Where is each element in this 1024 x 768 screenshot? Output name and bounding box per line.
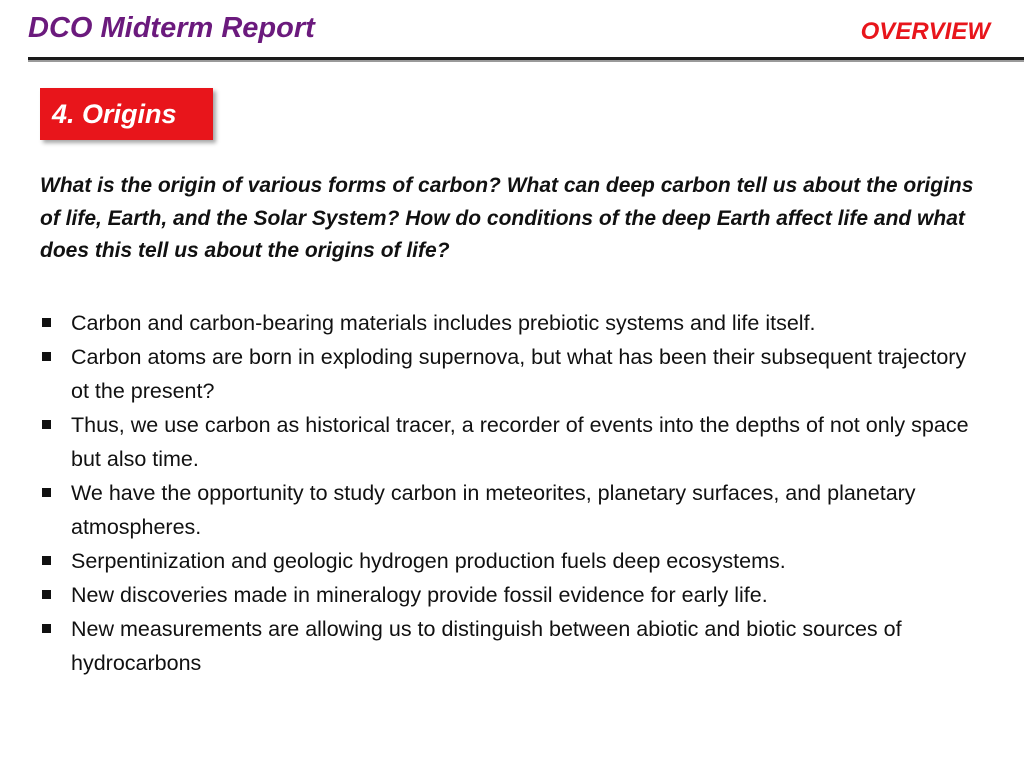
bullet-text: Thus, we use carbon as historical tracer, a recorder of events into the depths of not only space but also time. [71, 413, 969, 471]
square-bullet-icon [42, 420, 51, 429]
bullet-item [40, 476, 980, 544]
bullet-text: Serpentinization and geologic hydrogen production fuels deep ecosystems. [71, 549, 786, 573]
bullet-item [40, 544, 980, 578]
square-bullet-icon [42, 318, 51, 327]
bullet-item [40, 306, 980, 340]
square-bullet-icon [42, 488, 51, 497]
bullet-item [40, 340, 980, 408]
bullet-text: We have the opportunity to study carbon in meteorites, planetary surfaces, and planetary atmospheres. [71, 481, 916, 539]
square-bullet-icon [42, 352, 51, 361]
header-divider-shadow [28, 60, 1024, 62]
bullet-item [40, 578, 980, 612]
bullet-list [40, 306, 980, 680]
square-bullet-icon [42, 624, 51, 633]
bullet-text: Carbon atoms are born in exploding supernova, but what has been their subsequent trajectory ot the present? [71, 345, 967, 403]
square-bullet-icon [42, 590, 51, 599]
slide-title: DCO Midterm Report [28, 12, 315, 44]
bullet-text: Carbon and carbon-bearing materials includes prebiotic systems and life itself. [71, 311, 816, 335]
bullet-item [40, 408, 980, 476]
bullet-text: New measurements are allowing us to distinguish between abiotic and biotic sources of hydrocarbons [71, 617, 902, 675]
bullet-text: New discoveries made in mineralogy provide fossil evidence for early life. [71, 583, 768, 607]
section-tag: OVERVIEW [860, 18, 990, 45]
intro-questions: What is the origin of various forms of carbon? What can deep carbon tell us about the origins of life, Earth, and the Solar System? How do conditions of the deep Earth affect life and what does this tell us about the origins of life? [40, 174, 974, 262]
bullet-item [40, 612, 980, 680]
square-bullet-icon [42, 556, 51, 565]
section-label: 4. Origins [40, 88, 213, 140]
